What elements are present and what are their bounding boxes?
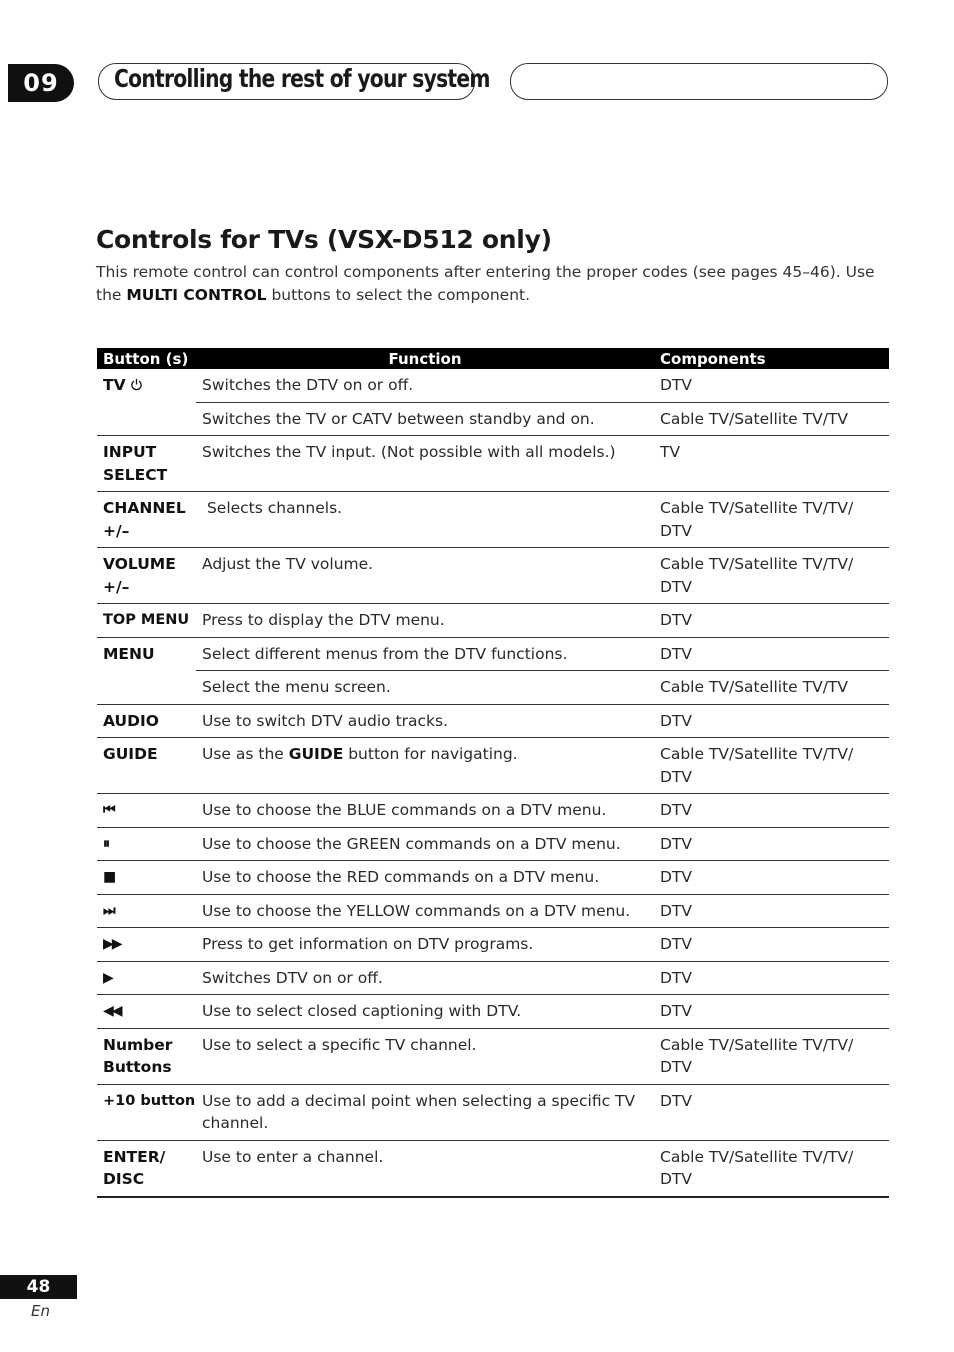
table-row: [97, 1084, 889, 1140]
components-cell: DTV: [654, 637, 889, 671]
components-cell: Cable TV/Satellite TV/TV/ DTV: [654, 548, 889, 604]
function-cell: Use to choose the YELLOW commands on a DTV menu.: [196, 894, 654, 928]
function-text-1: Use as the: [202, 745, 289, 763]
button-cell: [97, 369, 196, 402]
table-row: [97, 827, 889, 861]
table-row: [97, 671, 889, 705]
function-cell: Use to select closed captioning with DTV.: [196, 995, 654, 1029]
table-row: [97, 961, 889, 995]
components-cell: DTV: [654, 995, 889, 1029]
function-cell: Press to get information on DTV programs.: [196, 928, 654, 962]
components-cell: DTV: [654, 369, 889, 402]
intro-paragraph: [96, 261, 891, 307]
components-cell: DTV: [654, 861, 889, 895]
section-heading: Controls for TVs (VSX-D512 only): [96, 225, 552, 254]
components-cell: Cable TV/Satellite TV/TV/ DTV: [654, 1140, 889, 1197]
function-cell: Adjust the TV volume.: [196, 548, 654, 604]
table-row: [97, 1140, 889, 1197]
intro-text-2: buttons to select the component.: [266, 286, 531, 304]
table-row: [97, 436, 889, 492]
table-row: [97, 704, 889, 738]
components-cell: DTV: [654, 894, 889, 928]
button-cell: MENU: [103, 644, 155, 663]
components-cell: Cable TV/Satellite TV/TV: [654, 402, 889, 436]
function-cell: Use to choose the GREEN commands on a DTV menu.: [196, 827, 654, 861]
button-cell: [97, 671, 196, 705]
button-cell: [97, 402, 196, 436]
table-header-row: [97, 348, 889, 369]
components-cell: DTV: [654, 704, 889, 738]
language-code: En: [31, 1302, 50, 1320]
components-cell: DTV: [654, 604, 889, 638]
components-cell: DTV: [654, 827, 889, 861]
button-cell: VOLUME +/–: [97, 548, 196, 604]
function-cell: Switches the TV input. (Not possible with all models.): [196, 436, 654, 492]
components-cell: DTV: [654, 1084, 889, 1140]
previous-track-icon: ⏮: [97, 794, 196, 828]
next-track-icon: ⏭: [97, 894, 196, 928]
table-row: [97, 369, 889, 402]
function-cell: Select different menus from the DTV functions.: [196, 637, 654, 671]
button-cell: TOP MENU: [97, 604, 196, 638]
function-cell: Use to select a specific TV channel.: [196, 1028, 654, 1084]
button-cell: GUIDE: [97, 738, 196, 794]
fast-forward-icon: ▶▶: [97, 928, 196, 962]
power-icon: [130, 378, 143, 391]
table-row: [97, 402, 889, 436]
components-cell: Cable TV/Satellite TV/TV/ DTV: [654, 492, 889, 548]
function-cell: [196, 738, 654, 794]
table-row: [97, 928, 889, 962]
function-cell: Use to switch DTV audio tracks.: [196, 704, 654, 738]
chapter-title: Controlling the rest of your system: [114, 64, 490, 93]
button-cell: +10 button: [97, 1084, 196, 1140]
header-function: Function: [196, 348, 654, 369]
table-row: [97, 492, 889, 548]
button-label: TV: [103, 376, 126, 394]
table-row: [97, 604, 889, 638]
components-cell: DTV: [654, 794, 889, 828]
function-cell: Switches the DTV on or off.: [196, 369, 654, 402]
stop-icon: ■: [97, 861, 196, 895]
chapter-number-badge: 09: [8, 64, 74, 102]
table-row: [97, 637, 889, 671]
table-row: [97, 794, 889, 828]
components-cell: DTV: [654, 961, 889, 995]
function-cell: Use to add a decimal point when selecting a specific TV channel.: [196, 1084, 654, 1140]
tv-controls-table: [97, 348, 889, 1198]
button-cell: ENTER/ DISC: [97, 1140, 196, 1197]
function-cell: Switches the TV or CATV between standby and on.: [196, 402, 654, 436]
play-icon: ▶: [97, 961, 196, 995]
table-row: [97, 738, 889, 794]
function-cell: Switches DTV on or off.: [196, 961, 654, 995]
function-cell: Use to choose the BLUE commands on a DTV menu.: [196, 794, 654, 828]
function-cell: Select the menu screen.: [196, 671, 654, 705]
table-row: [97, 995, 889, 1029]
function-cell: Use to choose the RED commands on a DTV menu.: [196, 861, 654, 895]
header-empty-frame: [510, 63, 888, 100]
button-cell: AUDIO: [97, 704, 196, 738]
header-components: Components: [654, 348, 889, 369]
function-cell: Selects channels.: [196, 492, 654, 548]
components-cell: TV: [654, 436, 889, 492]
table-row: [97, 1028, 889, 1084]
intro-bold-multi-control: MULTI CONTROL: [126, 286, 267, 304]
header-button: Button (s): [97, 348, 196, 369]
function-cell: Press to display the DTV menu.: [196, 604, 654, 638]
components-cell: DTV: [654, 928, 889, 962]
table-row: [97, 894, 889, 928]
pause-icon: ⏸: [97, 827, 196, 861]
button-cell: INPUT SELECT: [97, 436, 196, 492]
function-text-2: button for navigating.: [343, 745, 518, 763]
rewind-icon: ◀◀: [97, 995, 196, 1029]
components-cell: Cable TV/Satellite TV/TV: [654, 671, 889, 705]
table-row: [97, 861, 889, 895]
page-number: 48: [0, 1275, 77, 1299]
components-cell: Cable TV/Satellite TV/TV/ DTV: [654, 1028, 889, 1084]
button-cell: CHANNEL +/–: [97, 492, 196, 548]
function-bold-guide: GUIDE: [288, 745, 344, 763]
button-cell: Number Buttons: [97, 1028, 196, 1084]
function-cell: Use to enter a channel.: [196, 1140, 654, 1197]
table-row: [97, 548, 889, 604]
intro-text-1: This remote control can control components after entering the proper codes (see pages 45–46). Use the: [96, 263, 875, 304]
components-cell: Cable TV/Satellite TV/TV/ DTV: [654, 738, 889, 794]
